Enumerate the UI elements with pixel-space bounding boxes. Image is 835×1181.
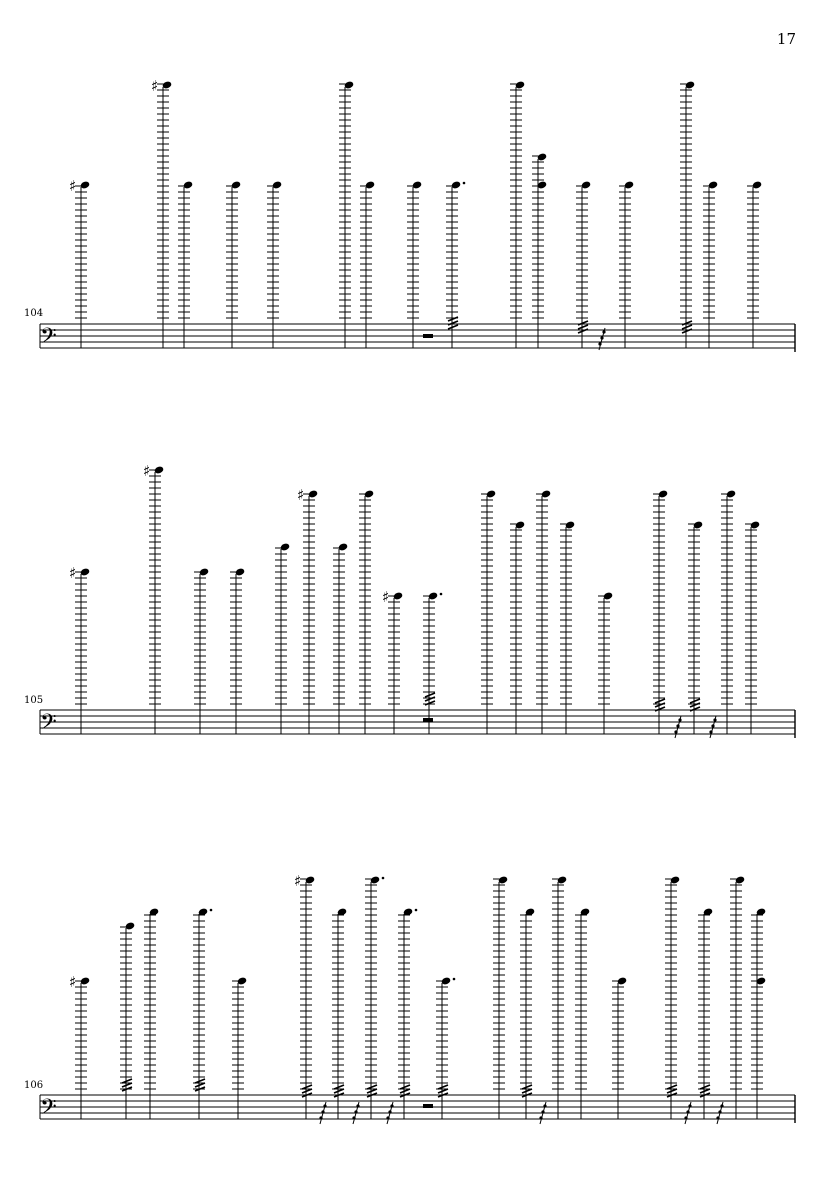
sharp-icon: ♯	[69, 973, 77, 991]
tremolo-slash	[367, 1085, 377, 1089]
tremolo-slash	[334, 1089, 344, 1093]
small-rest-dot	[676, 724, 679, 727]
tremolo-slash	[195, 1079, 205, 1083]
sharp-icon: ♯	[297, 486, 305, 504]
bass-clef-icon: 𝄢	[40, 324, 57, 354]
bass-clef-icon: 𝄢	[40, 1095, 57, 1125]
tremolo-slash	[400, 1085, 410, 1089]
tremolo-slash	[690, 699, 700, 703]
small-rest-dot	[600, 336, 603, 339]
tremolo-slash	[578, 325, 588, 329]
small-rest-dot	[684, 1116, 687, 1119]
small-rest-dot	[720, 1104, 723, 1107]
rest-bar	[423, 334, 433, 338]
small-rest-dot	[718, 1110, 721, 1113]
small-rest-dot	[541, 1110, 544, 1113]
page-number: 17	[776, 30, 796, 48]
augmentation-dot	[453, 978, 456, 981]
bass-clef-icon: 𝄢	[40, 710, 57, 740]
tremolo-slash	[438, 1089, 448, 1093]
small-rest-dot	[356, 1104, 359, 1107]
small-rest-dot	[688, 1104, 691, 1107]
measure-number: 105	[24, 695, 44, 706]
small-rest-dot	[323, 1104, 326, 1107]
small-rest-dot	[602, 330, 605, 333]
small-rest-dot	[319, 1116, 322, 1119]
small-rest-dot	[539, 1116, 542, 1119]
small-rest-dot	[686, 1110, 689, 1113]
small-rest-dot	[352, 1116, 355, 1119]
augmentation-dot	[382, 877, 385, 880]
tremolo-slash	[122, 1079, 132, 1083]
sharp-icon: ♯	[382, 588, 390, 606]
tremolo-slash	[682, 325, 692, 329]
rest-bar	[423, 1104, 433, 1108]
small-rest-dot	[543, 1104, 546, 1107]
small-rest-dot	[390, 1104, 393, 1107]
sharp-icon: ♯	[69, 564, 77, 582]
tremolo-slash	[655, 699, 665, 703]
tremolo-slash	[334, 1085, 344, 1089]
tremolo-slash	[700, 1089, 710, 1093]
small-rest-dot	[321, 1110, 324, 1113]
sharp-icon: ♯	[294, 872, 302, 890]
small-rest-dot	[674, 730, 677, 733]
small-rest-dot	[354, 1110, 357, 1113]
small-rest-dot	[386, 1116, 389, 1119]
measure-number: 106	[24, 1080, 44, 1091]
tremolo-slash	[667, 1089, 677, 1093]
tremolo-slash	[302, 1089, 312, 1093]
rest-bar	[423, 718, 433, 722]
augmentation-dot	[463, 182, 466, 185]
augmentation-dot	[415, 909, 418, 912]
tremolo-slash	[448, 325, 458, 329]
small-rest-dot	[716, 1116, 719, 1119]
tremolo-slash	[667, 1085, 677, 1089]
tremolo-slash	[425, 693, 435, 697]
sharp-icon: ♯	[69, 177, 77, 195]
augmentation-dot	[210, 909, 213, 912]
tremolo-slash	[700, 1085, 710, 1089]
sharp-icon: ♯	[143, 462, 151, 480]
small-rest-dot	[713, 718, 716, 721]
tremolo-slash	[367, 1089, 377, 1093]
tremolo-slash	[522, 1085, 532, 1089]
measure-number: 104	[24, 308, 44, 319]
sharp-icon: ♯	[151, 77, 159, 95]
small-rest-dot	[678, 718, 681, 721]
tremolo-slash	[438, 1085, 448, 1089]
augmentation-dot	[440, 593, 443, 596]
tremolo-slash	[122, 1083, 132, 1087]
tremolo-slash	[302, 1085, 312, 1089]
small-rest-dot	[598, 342, 601, 345]
tremolo-slash	[195, 1083, 205, 1087]
tremolo-slash	[400, 1089, 410, 1093]
small-rest-dot	[709, 730, 712, 733]
tremolo-slash	[522, 1089, 532, 1093]
small-rest-dot	[388, 1110, 391, 1113]
small-rest-dot	[711, 724, 714, 727]
